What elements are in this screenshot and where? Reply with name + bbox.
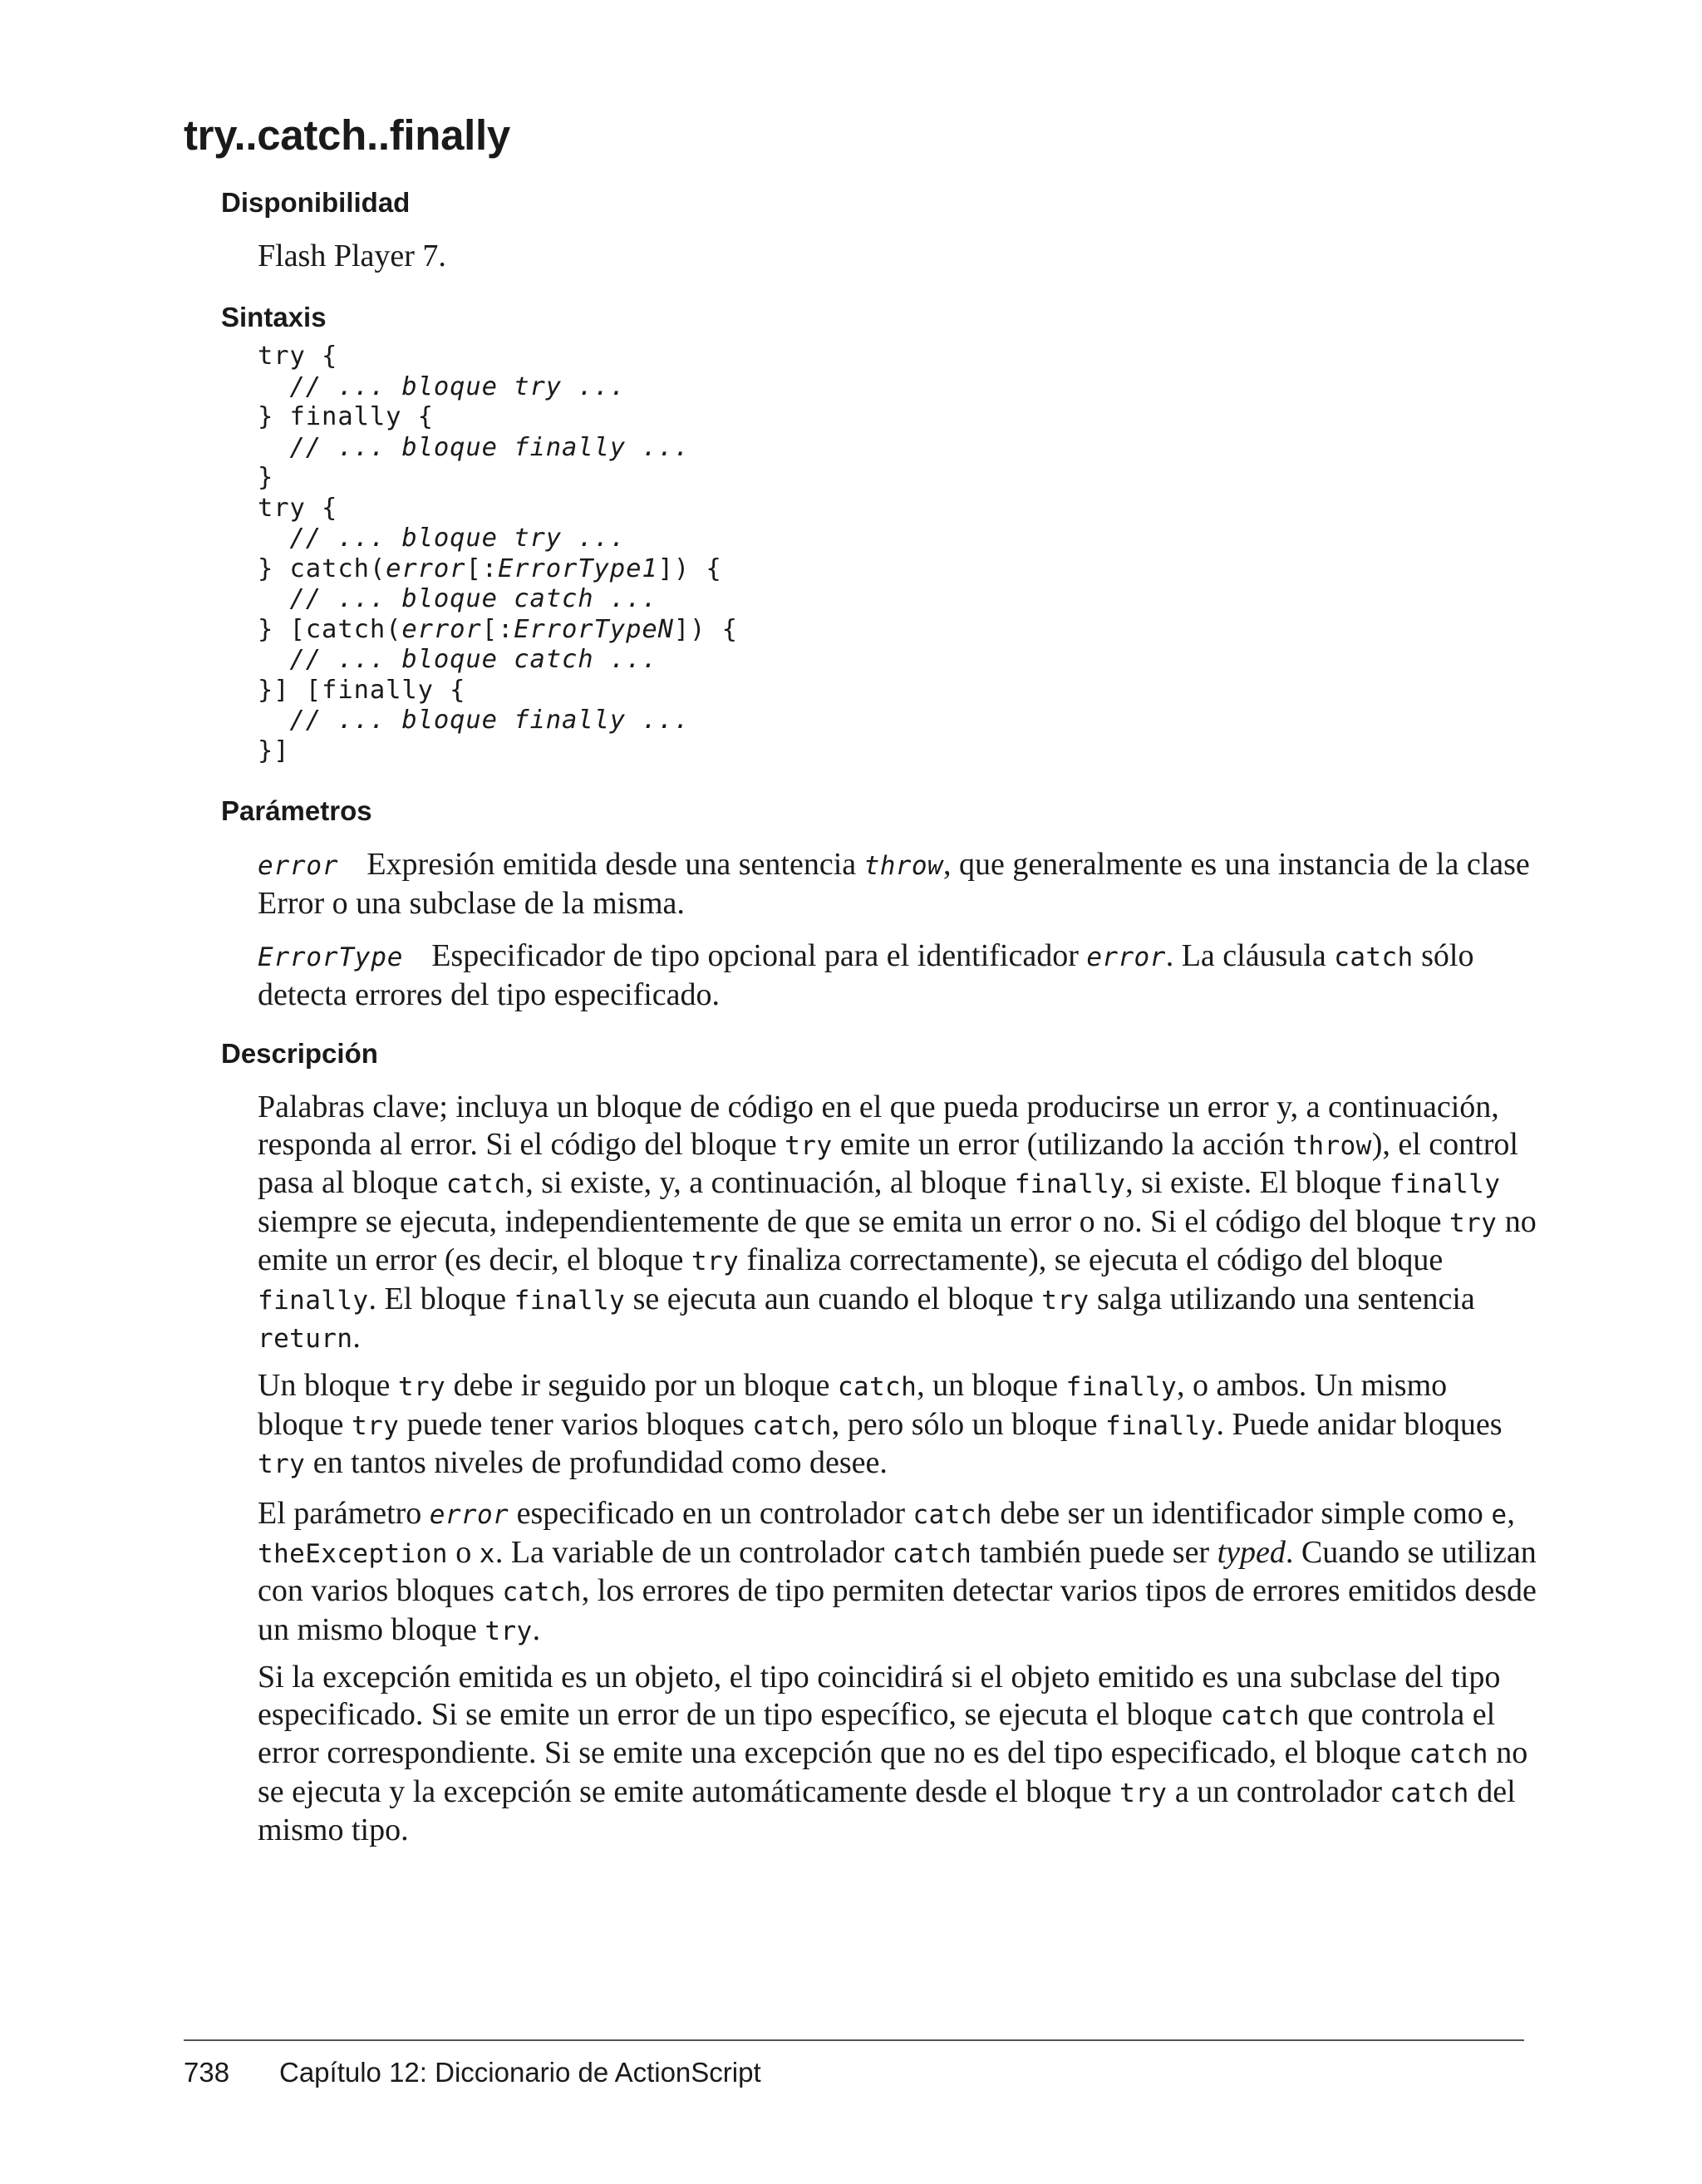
inline-code: try [785, 1130, 833, 1161]
code-italic-segment: error [401, 614, 482, 644]
inline-code: catch [1334, 942, 1414, 972]
page-number: 738 [184, 2057, 230, 2088]
inline-code: catch [1220, 1700, 1300, 1731]
inline-code: catch [912, 1500, 992, 1530]
code-line [258, 736, 738, 767]
emphasis: typed [1217, 1534, 1286, 1570]
inline-code-italic: error [429, 1500, 509, 1530]
code-line [258, 615, 738, 646]
inline-code: try [351, 1410, 400, 1441]
text-run: . El bloque [368, 1281, 514, 1316]
text-run: del mismo tipo. [258, 1773, 1516, 1847]
text-run: Especificador de tipo opcional para el identificador [431, 938, 1087, 973]
text-run: o [447, 1534, 480, 1570]
code-segment: }] [258, 735, 290, 765]
parameter-name: error [258, 851, 339, 881]
inline-code: catch [1409, 1739, 1488, 1769]
text-run: , un bloque [917, 1368, 1066, 1403]
code-segment: [: [465, 553, 498, 583]
text-run: Un bloque [258, 1368, 398, 1403]
code-italic-segment: // ... bloque finally ... [258, 706, 691, 735]
inline-code: finally [514, 1285, 626, 1316]
description-paragraph [258, 1659, 1537, 1849]
parameter-error [258, 846, 1537, 922]
text-run: . La variable de un controlador [494, 1534, 893, 1570]
code-italic-segment: // ... bloque finally ... [258, 432, 691, 462]
footer-divider [184, 2039, 1524, 2041]
text-run: no se ejecuta y la excepción se emite automáticamente desde el bloque [258, 1735, 1528, 1809]
code-line [258, 584, 738, 615]
inline-code: catch [837, 1372, 917, 1402]
text-run: , si existe, y, a continuación, al bloque [525, 1165, 1015, 1200]
inline-code: finally [1065, 1372, 1178, 1402]
code-italic-segment: // ... bloque catch ... [258, 584, 658, 613]
text-run: , si existe. El bloque [1125, 1165, 1390, 1200]
inline-code: throw [1292, 1130, 1372, 1161]
text-run: debe ir seguido por un bloque [445, 1368, 838, 1403]
inline-code: try [397, 1372, 446, 1402]
code-line [258, 676, 738, 706]
inline-code: theException [258, 1538, 448, 1569]
text-run: salga utilizando una sentencia [1089, 1281, 1475, 1316]
inline-code: finally [1389, 1169, 1501, 1199]
code-italic-segment: // ... bloque catch ... [258, 645, 658, 674]
code-line [258, 494, 738, 524]
text-run: que controla el error correspondiente. Si se emite una excepción que no es del tipo especificado, el bloque [258, 1696, 1496, 1770]
code-line [258, 402, 738, 433]
inline-code: try [258, 1449, 306, 1479]
code-segment: try { [258, 342, 338, 371]
text-run: a un controlador [1167, 1773, 1390, 1809]
inline-code: catch [445, 1169, 526, 1199]
inline-code: try [1119, 1778, 1168, 1808]
text-run: se ejecuta aun cuando el bloque [625, 1281, 1042, 1316]
text-run: emite un error (utilizando la acción [832, 1126, 1293, 1162]
inline-code: catch [1390, 1778, 1469, 1808]
inline-code: e [1491, 1500, 1508, 1530]
text-run: Palabras clave; incluya un bloque de código en el que pueda producirse un error y, a continuación, responda al error. Si el código del bloque [258, 1090, 1499, 1162]
inline-code: catch [502, 1577, 582, 1607]
syntax-heading: Sintaxis [221, 302, 327, 332]
text-run: , que generalmente es una instancia de la clase Error o una subclase de la misma. [258, 847, 1530, 921]
text-run: . [532, 1611, 541, 1647]
text-run: también puede ser [972, 1534, 1217, 1570]
inline-code: finally [1014, 1169, 1126, 1199]
inline-code: catch [752, 1410, 832, 1441]
parameters-heading: Parámetros [221, 795, 372, 826]
code-italic-segment: // ... bloque try ... [258, 371, 627, 401]
text-run: El parámetro [258, 1496, 430, 1531]
code-line [258, 706, 738, 736]
text-run: Expresión emitida desde una sentencia [366, 847, 864, 882]
code-segment: } finally { [258, 402, 434, 431]
inline-code: finally [258, 1285, 369, 1316]
code-line [258, 342, 738, 372]
code-segment: [: [481, 614, 514, 644]
page-title: try..catch..finally [184, 111, 510, 159]
text-run: no emite un error (es decir, el bloque [258, 1203, 1537, 1277]
code-italic-segment: ErrorType1 [497, 553, 658, 583]
code-italic-segment: // ... bloque try ... [258, 524, 627, 553]
text-run: debe ser un identificador simple como [991, 1496, 1492, 1531]
inline-code-italic: throw [863, 851, 943, 881]
code-segment: } catch( [258, 553, 386, 583]
code-line [258, 433, 738, 464]
text-run: . La cláusula [1165, 938, 1335, 973]
inline-code: try [1449, 1208, 1498, 1238]
code-line [258, 524, 738, 554]
code-segment: } [258, 463, 274, 492]
text-run: ), el control pasa al bloque [258, 1126, 1518, 1200]
inline-code: finally [1105, 1410, 1217, 1441]
text-run: puede tener varios bloques [399, 1406, 753, 1442]
code-segment: try { [258, 493, 338, 523]
chapter-title: Capítulo 12: Diccionario de ActionScript [279, 2057, 761, 2088]
code-segment: }] [finally { [258, 675, 466, 705]
code-segment: } [catch( [258, 614, 402, 644]
code-line [258, 372, 738, 403]
text-run: sólo detecta errores del tipo especificado. [258, 938, 1474, 1012]
inline-code: catch [892, 1538, 972, 1569]
inline-code: try [485, 1616, 533, 1646]
text-run: especificado en un controlador [509, 1496, 913, 1531]
text-run: finaliza correctamente), se ejecuta el código del bloque [739, 1242, 1444, 1277]
text-run: . Cuando se utilizan con varios bloques [258, 1534, 1537, 1608]
description-paragraph [258, 1367, 1537, 1483]
code-line [258, 645, 738, 676]
inline-code: return [258, 1324, 353, 1354]
text-run: , pero sólo un bloque [831, 1406, 1106, 1442]
inline-code: try [691, 1247, 740, 1276]
text-run: , o ambos. Un mismo bloque [258, 1368, 1448, 1442]
description-heading: Descripción [221, 1038, 378, 1069]
inline-code: try [1041, 1285, 1090, 1316]
code-italic-segment: ErrorTypeN [514, 614, 674, 644]
code-italic-segment: error [386, 553, 466, 583]
code-line [258, 463, 738, 494]
parameter-errortype [258, 937, 1537, 1013]
syntax-code-block [258, 342, 738, 766]
text-run: , [1507, 1496, 1515, 1531]
text-run: Si la excepción emitida es un objeto, el tipo coincidirá si el objeto emitido es una subclase del tipo especificado. Si se emite un error de un tipo específico, se ejecuta el bloque [258, 1660, 1501, 1732]
code-line [258, 554, 738, 585]
text-run: siempre se ejecuta, independientemente de que se emita un error o no. Si el código del bloque [258, 1203, 1450, 1239]
code-segment: ]) { [657, 553, 722, 583]
inline-code: x [479, 1538, 495, 1569]
availability-text: Flash Player 7. [258, 239, 446, 273]
text-run: . Puede anidar bloques [1216, 1406, 1503, 1442]
code-segment: ]) { [673, 614, 738, 644]
description-paragraph [258, 1495, 1537, 1650]
text-run: en tantos niveles de profundidad como desee. [305, 1445, 888, 1480]
parameter-name: ErrorType [258, 942, 404, 972]
availability-heading: Disponibilidad [221, 187, 411, 218]
text-run: , los errores de tipo permiten detectar varios tipos de errores emitidos desde un mismo bloque [258, 1573, 1537, 1647]
description-paragraph [258, 1089, 1537, 1358]
inline-code-italic: error [1086, 942, 1166, 972]
text-run: . [352, 1320, 361, 1355]
